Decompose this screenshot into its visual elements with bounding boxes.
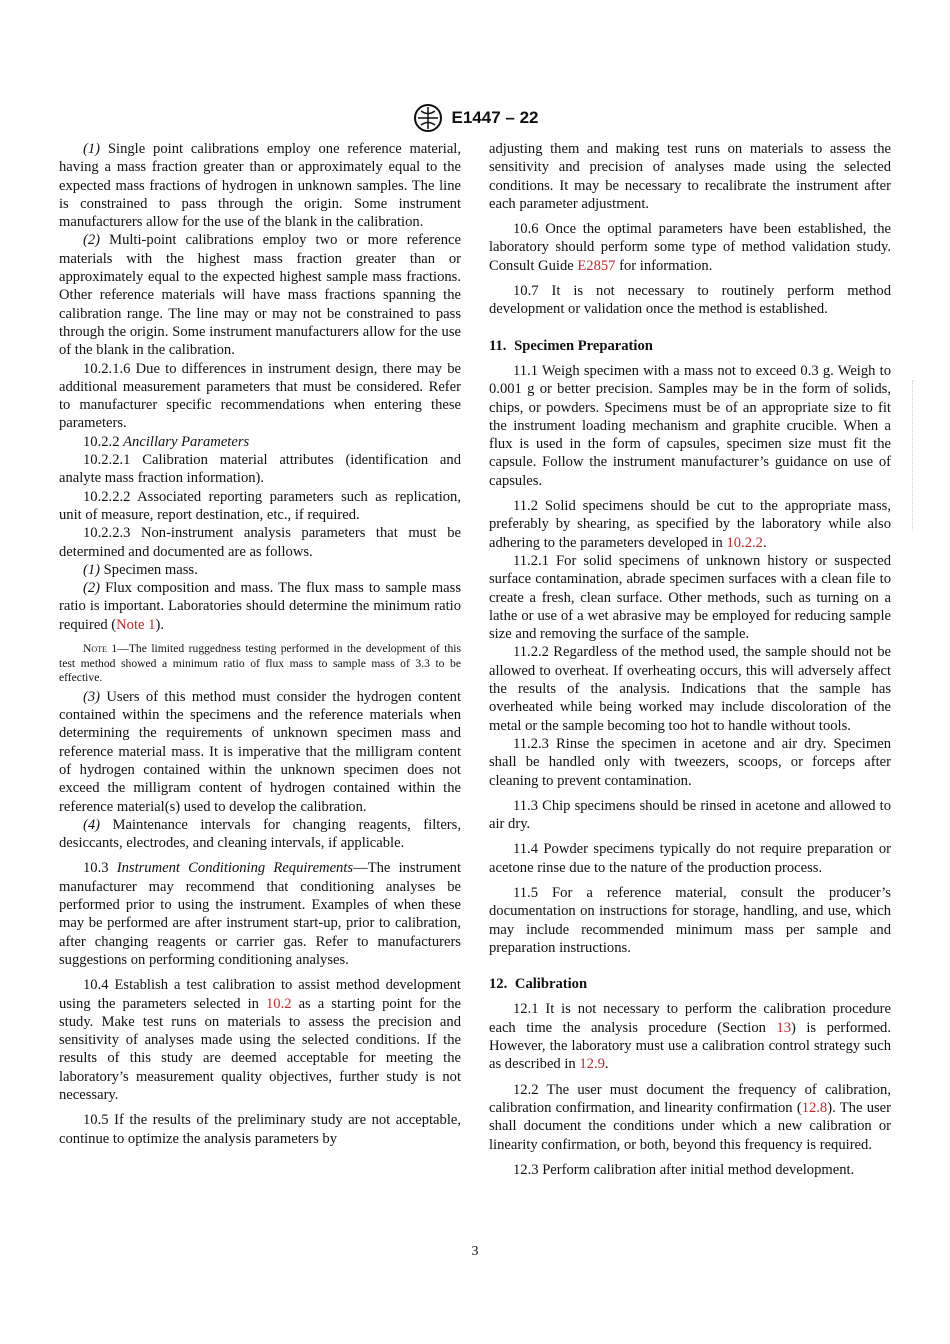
paragraph: 11.3 Chip specimens should be rinsed in acetone and allowed to air dry.: [489, 797, 891, 833]
document-id: E1447 – 22: [451, 108, 539, 127]
paragraph: (1) Specimen mass.: [83, 561, 198, 578]
section-13-link[interactable]: 13: [776, 1019, 791, 1036]
section-10-2-2-link[interactable]: 10.2.2: [726, 534, 763, 551]
paragraph: (4) Maintenance intervals for changing reagents, filters, desiccants, electrodes, and cleaning intervals, if applicable.: [59, 816, 461, 852]
note-1-link[interactable]: Note 1: [116, 616, 156, 633]
page-header: [0, 103, 950, 133]
left-column: [59, 140, 461, 1148]
paragraph: 10.5 If the results of the preliminary study are not acceptable, continue to optimize the analysis parameters by: [59, 1112, 461, 1147]
paragraph: 12.3 Perform calibration after initial method development.: [513, 1161, 855, 1178]
paragraph: 10.2.2.2 Associated reporting parameters such as replication, unit of measure, report destination, etc., if required.: [59, 488, 461, 523]
paragraph: 10.6 Once the optimal parameters have been established, the laboratory should perform some type of method validation study. Consult Guide E2857 for information.: [489, 221, 891, 274]
section-12-8-link[interactable]: 12.8: [801, 1099, 828, 1116]
astm-logo-icon: [412, 103, 444, 133]
paragraph: (2) Multi-point calibrations employ two or more reference materials with the highest mass fraction greater than or approximately equal to the expected highest sample mass fractions. Other reference materials will have mass fractions spanning the calibration range. The line may or may not be constrained to pass through the origin. Some instrument manufacturers allow for the use of the blank in the calibration.: [59, 232, 461, 359]
guide-e2857-link[interactable]: E2857: [577, 257, 616, 274]
paragraph: 10.3 Instrument Conditioning Requirements—The instrument manufacturer may recommend that conditioning analyses be performed prior to using the instrument. Examples of when these may be performed are after instrument start-up, prior to calibration, after changing reagents or carrier gas. Refer to manufacturers suggestions on performing conditioning analyses.: [59, 860, 461, 968]
section-heading-11: 11. Specimen Preparation: [489, 337, 653, 354]
section-heading-12: 12. Calibration: [489, 976, 588, 993]
paragraph: 10.2.2.1 Calibration material attributes (identification and analyte mass fraction information).: [59, 452, 461, 487]
paragraph: 12.1 It is not necessary to perform the calibration procedure each time the analysis procedure (Section 13) is performed. However, the laboratory must use a calibration control strategy such as described in 12.9.: [489, 1001, 891, 1073]
paragraph: (3) Users of this method must consider the hydrogen content contained within the specimens and the reference materials when determining the requirements of unknown specimen mass and reference material mass. It is imperative that the milligram content of hydrogen contained within the unknown specimen does not exceed the milligram content of hydrogen contained within the reference material(s) used to develop the calibration.: [59, 688, 461, 815]
paragraph: 11.5 For a reference material, consult the producer’s documentation on instructions for storage, handling, and use, which may include recommended minimum mass per sample and preparation instructions.: [489, 884, 891, 956]
paragraph: (2) Flux composition and mass. The flux mass to sample mass ratio is important. Laboratories should determine the minimum ratio required (Note 1).: [59, 580, 461, 633]
paragraph: 11.2.3 Rinse the specimen in acetone and air dry. Specimen shall be handled only with tweezers, scoops, or forceps after cleaning to prevent contamination.: [489, 735, 891, 789]
right-column: [489, 140, 891, 1179]
paragraph: 12.2 The user must document the frequency of calibration, calibration confirmation, and linearity confirmation (12.8). The user shall document the conditions under which a new calibration or linearity confirmation, or both, beyond this frequency is required.: [489, 1081, 892, 1153]
paragraph: 10.2.2.3 Non-instrument analysis parameters that must be determined and documented are as follows.: [59, 525, 461, 560]
section-10-2-link[interactable]: 10.2: [265, 995, 292, 1012]
page-number: 3: [471, 1244, 479, 1259]
section-12-9-link[interactable]: 12.9: [579, 1056, 605, 1073]
paragraph: 11.4 Powder specimens typically do not require preparation or acetone rinse due to the nature of the production process.: [489, 841, 891, 876]
paragraph: 11.2.2 Regardless of the method used, the sample should not be allowed to overheat. If overheating occurs, this will adversely affect the results of the analysis. Indications that the sample has overheated while being worked may include discoloration of the metal or the sample becoming too hot to handle without tools.: [489, 644, 891, 734]
paragraph: 10.4 Establish a test calibration to assist method development using the parameters selected in 10.2 as a starting point for the study. Make test runs on materials to assess the precision and sensitivity of analyses made using the selected conditions. If the results of this study are deemed acceptable for meeting the laboratory’s measurement quality objectives, further study is not necessary.: [59, 977, 461, 1104]
paragraph: 10.2.1.6 Due to differences in instrument design, there may be additional measurement parameters that must be considered. Refer to manufacturer specific recommendations when entering these parameters.: [59, 360, 461, 432]
paragraph: adjusting them and making test runs on materials to assess the sensitivity and precision of analyses made using the selected conditions. It may be necessary to recalibrate the instrument after each parameter adjustment.: [489, 141, 891, 212]
paragraph: 11.2 Solid specimens should be cut to the appropriate mass, preferably by shearing, as specified by the laboratory while also adhering to the parameters developed in 10.2.2.: [489, 498, 891, 551]
paragraph: 11.1 Weigh specimen with a mass not to exceed 0.3 g. Weigh to 0.001 g or better precision. Samples may be in the form of solids, chips, or powders. Specimens must be of an appropriate size to fit the instrument loading mechanism and graphite crucible. When a flux is used in the form of capsules, specimen size must fit the capsule. Follow the instrument manufacturer’s guidance on use of capsules.: [489, 362, 891, 489]
note-1: Note 1—The limited ruggedness testing performed in the development of this test method showed a minimum ratio of flux mass to sample mass of 3.3 to be effective.: [59, 642, 461, 685]
margin-watermark: [912, 380, 917, 530]
paragraph: 10.2.2 Ancillary Parameters: [83, 433, 250, 450]
paragraph: (1) Single point calibrations employ one reference material, having a mass fraction greater than or approximately equal to the expected mass fractions of hydrogen in unknown samples. The line is constrained to pass through the origin. Some instrument manufacturers allow for the use of the blank in the calibration.: [59, 141, 461, 231]
paragraph: 11.2.1 For solid specimens of unknown history or suspected surface contamination, abrade specimen surfaces with a clean file to create a fresh, clean surface. Other methods, such as turning on a lathe or use of a wet abrasive may be employed for reducing sample size and removing the surface of the sample.: [489, 552, 891, 643]
paragraph: 10.7 It is not necessary to routinely perform method development or validation once the method is established.: [489, 283, 891, 318]
